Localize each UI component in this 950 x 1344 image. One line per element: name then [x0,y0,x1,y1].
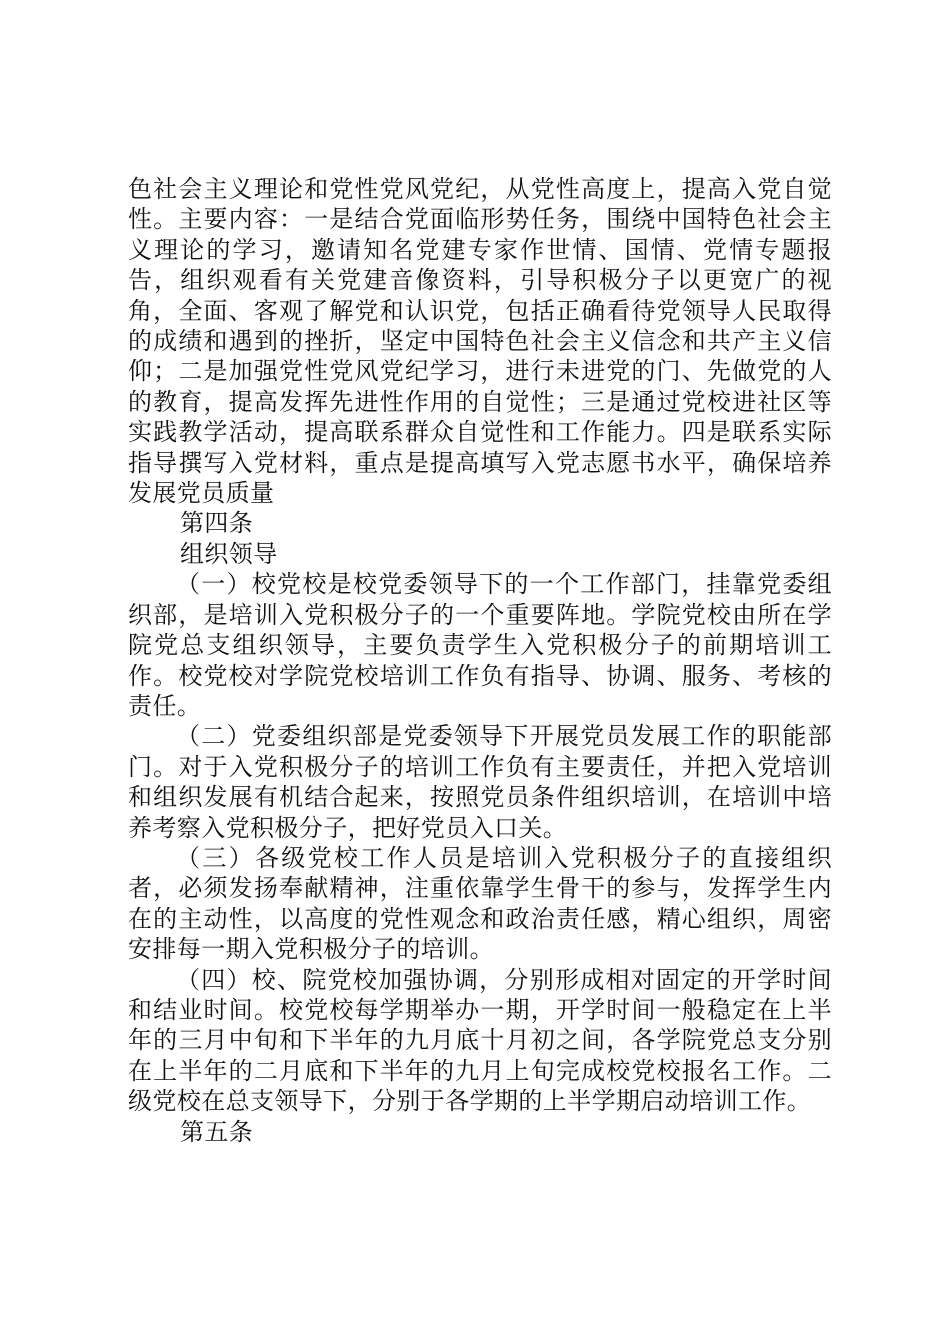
document-page [128,174,832,1147]
article-heading-5: 第五条 [180,1117,254,1146]
section-heading-organization: 组织领导 [180,539,278,568]
paragraph-item-4: （四）校、院党校加强协调，分别形成相对固定的开学时间和结业时间。校党校每学期举办一期，开学时间一般稳定在上半年的三月中旬和下半年的九月底十月初之间，各学院党总支分别在上半年的二月底和下半年的九月上旬完成校党校报名工作。二级党校在总支领导下，分别于各学期的上半学期启动培训工作。 [128,965,832,1116]
article-heading-4: 第四条 [180,509,254,538]
paragraph-item-2: （二）党委组织部是党委领导下开展党员发展工作的职能部门。对于入党积极分子的培训工作负有主要责任，并把入党培训和组织发展有机结合起来，按照党员条件组织培训，在培训中培养考察入党积极分子，把好党员入口关。 [128,722,832,842]
paragraph-item-1: （一）校党校是校党委领导下的一个工作部门，挂靠党委组织部，是培训入党积极分子的一个重要阵地。学院党校由所在学院党总支组织领导，主要负责学生入党积极分子的前期培训工作。校党校对学院党校培训工作负有指导、协调、服务、考核的责任。 [128,570,832,720]
paragraph-content-summary: 色社会主义理论和党性党风党纪，从党性高度上，提高入党自觉性。主要内容：一是结合党面临形势任务，围绕中国特色社会主义理论的学习，邀请知名党建专家作世情、国情、党情专题报告，组织观看有关党建音像资料，引导积极分子以更宽广的视角，全面、客观了解党和认识党，包括正确看待党领导人民取得的成绩和遇到的挫折，坚定中国特色社会主义信念和共产主义信仰；二是加强党性党风党纪学习，进行未进党的门、先做党的人的教育，提高发挥先进性作用的自觉性；三是通过党校进社区等实践教学活动，提高联系群众自觉性和工作能力。四是联系实际指导撰写入党材料，重点是提高填写入党志愿书水平，确保培养发展党员质量 [128,175,832,508]
paragraph-item-3: （三）各级党校工作人员是培训入党积极分子的直接组织者，必须发扬奉献精神，注重依靠学生骨干的参与，发挥学生内在的主动性，以高度的党性观念和政治责任感，精心组织，周密安排每一期入党积极分子的培训。 [128,843,832,964]
